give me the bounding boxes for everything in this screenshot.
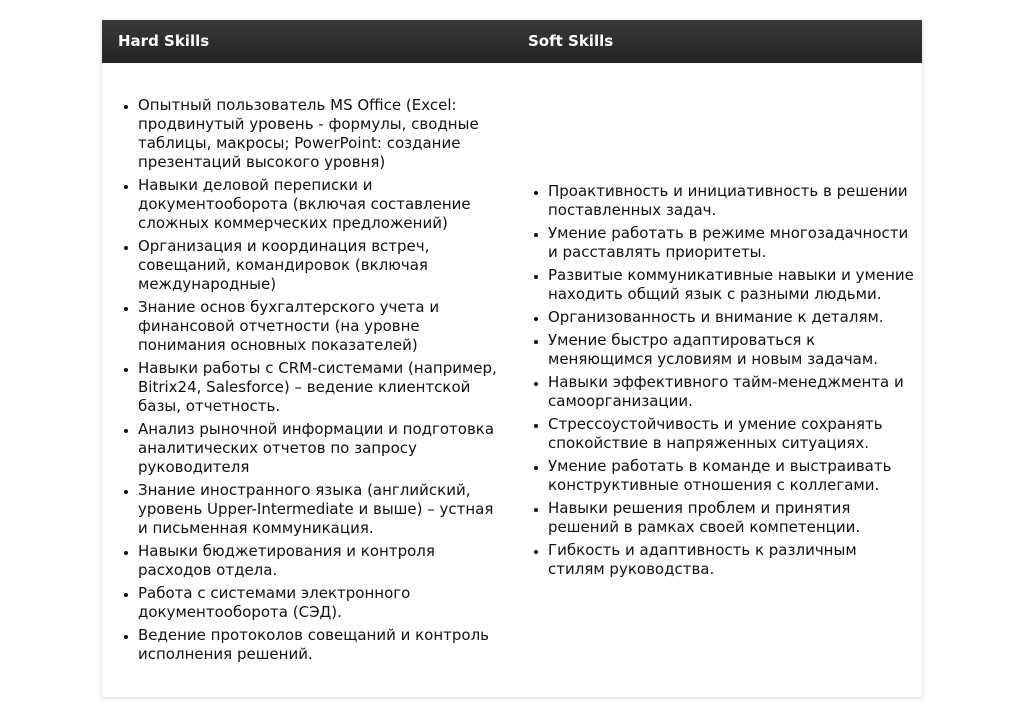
- hard-skill-item: • Знание иностранного языка (английский, уровень Upper-Intermediate и выше) – устная и письменная коммуникация.: [138, 481, 506, 538]
- hard-skill-item: • Работа с системами электронного документооборота (СЭД).: [138, 584, 506, 622]
- hard-skill-item: • Ведение протоколов совещаний и контроль исполнения решений.: [138, 626, 506, 664]
- skills-table: [102, 20, 922, 697]
- soft-skill-item: • Организованность и внимание к деталям.: [548, 308, 916, 327]
- hard-skills-cell: [102, 63, 512, 697]
- soft-skill-item: • Навыки эффективного тайм-менеджмента и самоорганизации.: [548, 373, 916, 411]
- hard-skill-item: • Организация и координация встреч, совещаний, командировок (включая международные): [138, 237, 506, 294]
- hard-skills-header: Hard Skills: [118, 32, 210, 50]
- hard-skill-item: • Навыки бюджетирования и контроля расходов отдела.: [138, 542, 506, 580]
- table-body-row: [102, 63, 922, 697]
- hard-skill-item: • Знание основ бухгалтерского учета и финансовой отчетности (на уровне понимания основных показателей): [138, 298, 506, 355]
- hard-skill-item: • Анализ рыночной информации и подготовка аналитических отчетов по запросу руководителя: [138, 420, 506, 477]
- soft-skill-item: • Умение работать в режиме многозадачности и расставлять приоритеты.: [548, 224, 916, 262]
- soft-skill-item: • Умение работать в команде и выстраивать конструктивные отношения с коллегами.: [548, 457, 916, 495]
- hard-skills-list: [102, 96, 512, 664]
- soft-skill-item: • Навыки решения проблем и принятия решений в рамках своей компетенции.: [548, 499, 916, 537]
- soft-skills-cell: [512, 63, 922, 697]
- hard-skill-item: • Опытный пользователь MS Office (Excel: продвинутый уровень - формулы, сводные таблицы, макросы; PowerPoint: создание презентаций высокого уровня): [138, 96, 506, 172]
- hard-skill-item: • Навыки деловой переписки и документооборота (включая составление сложных коммерческих предложений): [138, 176, 506, 233]
- soft-skill-item: • Стрессоустойчивость и умение сохранять спокойствие в напряженных ситуациях.: [548, 415, 916, 453]
- soft-skills-header: Soft Skills: [528, 32, 614, 50]
- soft-skill-item: • Развитые коммуникативные навыки и умение находить общий язык с разными людьми.: [548, 266, 916, 304]
- table-header: [102, 20, 922, 63]
- soft-skill-item: • Умение быстро адаптироваться к меняющимся условиям и новым задачам.: [548, 331, 916, 369]
- soft-skills-list: [512, 182, 922, 579]
- soft-skill-item: • Проактивность и инициативность в решении поставленных задач.: [548, 182, 916, 220]
- soft-skill-item: • Гибкость и адаптивность к различным стилям руководства.: [548, 541, 916, 579]
- hard-skill-item: • Навыки работы с CRM-системами (например, Bitrix24, Salesforce) – ведение клиентской базы, отчетность.: [138, 359, 506, 416]
